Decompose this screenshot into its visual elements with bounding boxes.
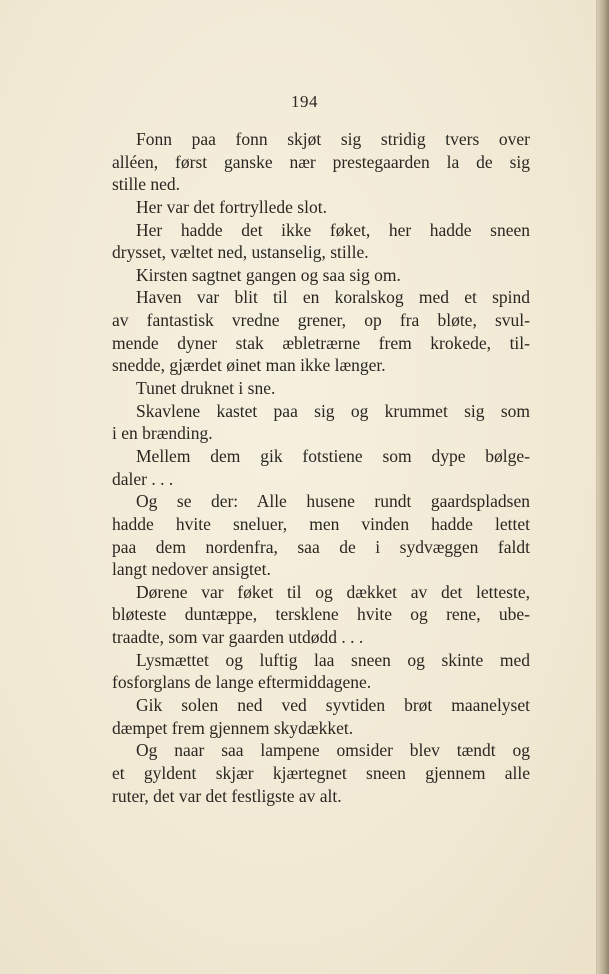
text-line: daler . . . [112,468,174,489]
text-line: Kirsten sagtnet gangen og saa sig om. [136,264,401,285]
page-number: 194 [291,92,318,111]
text-line: fosforglans de lange eftermiddagene. [112,672,372,693]
text-line: paa dem nordenfra, saa de i sydvæggen faldt [112,536,530,557]
text-line: snedde, gjærdet øinet man ikke længer. [112,355,386,376]
text-line: Her hadde det ikke føket, her hadde sneen [136,219,530,240]
text-line: Gik solen ned ved syvtiden brøt maanelyset [136,695,530,716]
text-line: Og se der: Alle husene rundt gaardspladsen [136,491,530,512]
text-line: Og naar saa lampene omsider blev tændt og [136,740,530,761]
text-line: stille ned. [112,174,181,195]
text-line: bløteste duntæppe, tersklene hvite og rene, ube- [112,604,530,625]
text-line: et gyldent skjær kjærtegnet sneen gjennem alle [112,762,530,783]
text-line: Mellem dem gik fotstiene som dype bølge- [136,445,530,466]
text-line: Lysmættet og luftig laa sneen og skinte med [136,649,530,670]
page-edge-shadow [597,0,609,974]
text-line: av fantastisk vredne grener, op fra bløte, svul- [112,310,530,331]
text-line: drysset, væltet ned, ustanselig, stille. [112,242,369,263]
text-line: alléen, først ganske nær prestegaarden la de sig [112,151,530,172]
text-line: Skavlene kastet paa sig og krummet sig som [136,400,530,421]
text-line: Her var det fortryllede slot. [136,196,327,217]
text-line: Haven var blit til en koralskog med et spind [136,287,530,308]
text-line: dæmpet frem gjennem skydækket. [112,717,354,738]
text-line: Fonn paa fonn skjøt sig stridig tvers over [136,129,530,149]
text-line: mende dyner stak æbletrærne frem krokede, til- [112,332,530,353]
text-line: hadde hvite sneluer, men vinden hadde lettet [112,513,530,534]
text-line: ruter, det var det festligste av alt. [112,785,342,806]
text-line: Dørene var føket til og dækket av det letteste, [136,581,530,602]
text-line: langt nedover ansigtet. [112,559,271,580]
body-text [112,128,530,807]
text-line: traadte, som var gaarden utdødd . . . [112,627,364,648]
text-line: Tunet druknet i sne. [136,378,276,399]
text-line: i en brænding. [112,423,213,444]
